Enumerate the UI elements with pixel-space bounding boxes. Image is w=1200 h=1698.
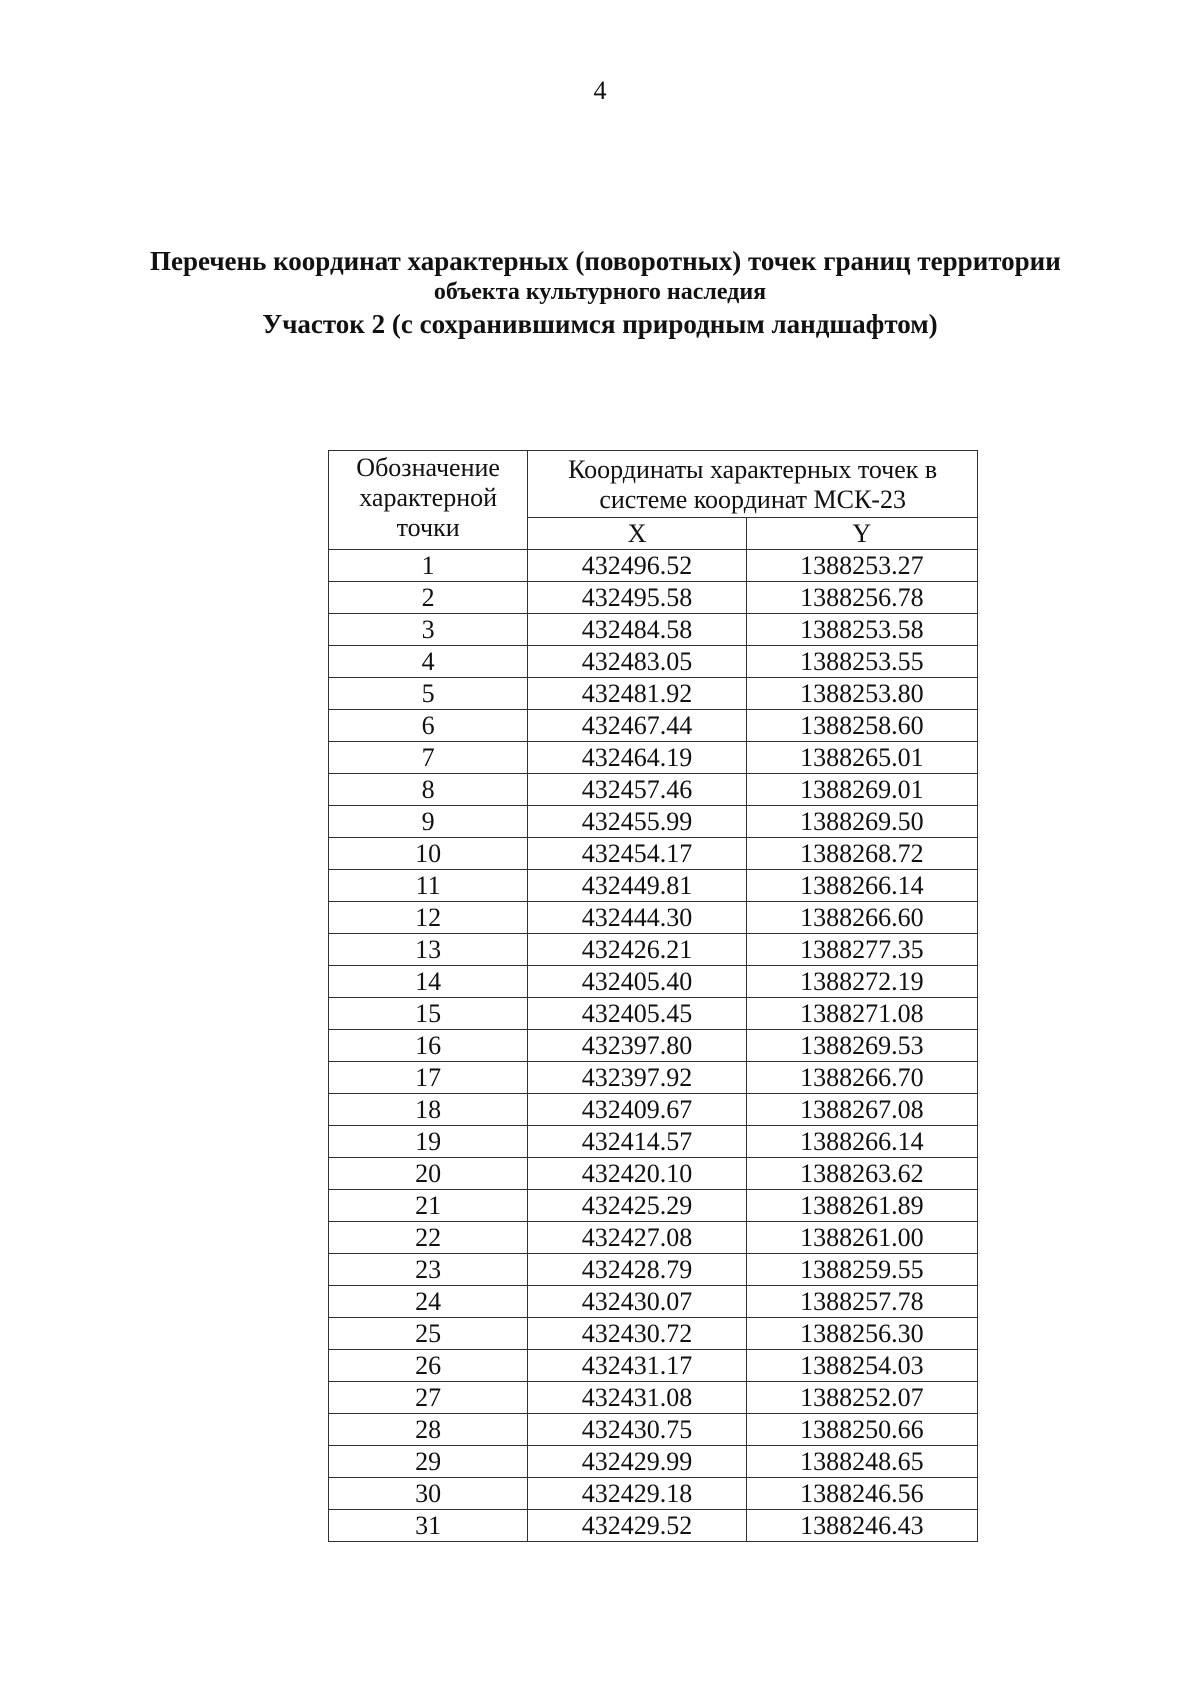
cell-x: 432467.44 (528, 710, 746, 742)
cell-x: 432409.67 (528, 1094, 746, 1126)
cell-y: 1388261.89 (746, 1190, 977, 1222)
cell-y: 1388267.08 (746, 1094, 977, 1126)
document-heading (150, 244, 1061, 342)
cell-y: 1388248.65 (746, 1446, 977, 1478)
table-row (329, 870, 978, 902)
cell-point-number: 27 (329, 1382, 528, 1414)
cell-point-number: 31 (329, 1510, 528, 1542)
cell-point-number: 20 (329, 1158, 528, 1190)
page-number: 4 (593, 76, 607, 105)
cell-x: 432454.17 (528, 838, 746, 870)
cell-x: 432414.57 (528, 1126, 746, 1158)
cell-point-number: 6 (329, 710, 528, 742)
table-row (329, 1318, 978, 1350)
table-row (329, 1478, 978, 1510)
cell-y: 1388269.53 (746, 1030, 977, 1062)
cell-y: 1388266.14 (746, 870, 977, 902)
cell-x: 432483.05 (528, 646, 746, 678)
cell-point-number: 4 (329, 646, 528, 678)
table-row (329, 582, 978, 614)
cell-y: 1388253.80 (746, 678, 977, 710)
table-row (329, 678, 978, 710)
cell-y: 1388253.55 (746, 646, 977, 678)
table-row (329, 1094, 978, 1126)
cell-point-number: 18 (329, 1094, 528, 1126)
cell-y: 1388266.70 (746, 1062, 977, 1094)
cell-point-number: 24 (329, 1286, 528, 1318)
cell-point-number: 29 (329, 1446, 528, 1478)
cell-point-number: 3 (329, 614, 528, 646)
table-row (329, 1350, 978, 1382)
cell-x: 432397.92 (528, 1062, 746, 1094)
cell-y: 1388259.55 (746, 1254, 977, 1286)
cell-point-number: 13 (329, 934, 528, 966)
table-row (329, 1254, 978, 1286)
table-row (329, 742, 978, 774)
cell-point-number: 5 (329, 678, 528, 710)
header-coordinates: Координаты характерных точек в системе координат МСК-23 (528, 451, 978, 518)
cell-x: 432429.52 (528, 1510, 746, 1542)
cell-point-number: 30 (329, 1478, 528, 1510)
cell-point-number: 11 (329, 870, 528, 902)
table-row (329, 774, 978, 806)
cell-point-number: 25 (329, 1318, 528, 1350)
cell-x: 432455.99 (528, 806, 746, 838)
heading-line-3: Участок 2 (с сохранившимся природным ландшафтом) (262, 309, 938, 339)
cell-y: 1388269.50 (746, 806, 977, 838)
cell-y: 1388266.60 (746, 902, 977, 934)
table-row (329, 1126, 978, 1158)
table-row (329, 998, 978, 1030)
cell-y: 1388246.43 (746, 1510, 977, 1542)
table-row (329, 1414, 978, 1446)
cell-point-number: 26 (329, 1350, 528, 1382)
cell-x: 432484.58 (528, 614, 746, 646)
cell-point-number: 10 (329, 838, 528, 870)
table-row (329, 1222, 978, 1254)
header-x: X (528, 518, 746, 550)
cell-point-number: 22 (329, 1222, 528, 1254)
table-header (329, 451, 978, 550)
table-row (329, 966, 978, 998)
table-row (329, 1158, 978, 1190)
cell-y: 1388272.19 (746, 966, 977, 998)
cell-point-number: 19 (329, 1126, 528, 1158)
cell-y: 1388253.27 (746, 550, 977, 582)
cell-x: 432430.75 (528, 1414, 746, 1446)
cell-x: 432405.45 (528, 998, 746, 1030)
cell-x: 432430.72 (528, 1318, 746, 1350)
table-row (329, 838, 978, 870)
cell-x: 432431.17 (528, 1350, 746, 1382)
table-row (329, 1190, 978, 1222)
cell-x: 432464.19 (528, 742, 746, 774)
cell-point-number: 15 (329, 998, 528, 1030)
cell-x: 432425.29 (528, 1190, 746, 1222)
cell-x: 432495.58 (528, 582, 746, 614)
table-row (329, 1030, 978, 1062)
cell-point-number: 2 (329, 582, 528, 614)
coordinates-table (328, 450, 978, 1542)
table-row (329, 1062, 978, 1094)
cell-point-number: 16 (329, 1030, 528, 1062)
cell-y: 1388252.07 (746, 1382, 977, 1414)
cell-y: 1388271.08 (746, 998, 977, 1030)
cell-point-number: 1 (329, 550, 528, 582)
cell-x: 432429.99 (528, 1446, 746, 1478)
cell-x: 432481.92 (528, 678, 746, 710)
cell-y: 1388263.62 (746, 1158, 977, 1190)
table-body (329, 550, 978, 1542)
table-row (329, 934, 978, 966)
table-row (329, 902, 978, 934)
table-row (329, 646, 978, 678)
cell-x: 432444.30 (528, 902, 746, 934)
cell-y: 1388265.01 (746, 742, 977, 774)
table-row (329, 806, 978, 838)
cell-x: 432428.79 (528, 1254, 746, 1286)
cell-point-number: 9 (329, 806, 528, 838)
cell-point-number: 23 (329, 1254, 528, 1286)
cell-x: 432397.80 (528, 1030, 746, 1062)
heading-line-1: Перечень координат характерных (поворотных) точек границ территории (150, 246, 1061, 276)
table-row (329, 1382, 978, 1414)
cell-point-number: 12 (329, 902, 528, 934)
cell-point-number: 21 (329, 1190, 528, 1222)
cell-y: 1388256.78 (746, 582, 977, 614)
cell-x: 432426.21 (528, 934, 746, 966)
cell-y: 1388258.60 (746, 710, 977, 742)
cell-y: 1388246.56 (746, 1478, 977, 1510)
table-row (329, 1286, 978, 1318)
table-row (329, 710, 978, 742)
cell-y: 1388277.35 (746, 934, 977, 966)
header-y: Y (746, 518, 977, 550)
cell-x: 432496.52 (528, 550, 746, 582)
cell-y: 1388256.30 (746, 1318, 977, 1350)
cell-x: 432449.81 (528, 870, 746, 902)
cell-x: 432457.46 (528, 774, 746, 806)
cell-y: 1388250.66 (746, 1414, 977, 1446)
cell-x: 432420.10 (528, 1158, 746, 1190)
cell-point-number: 17 (329, 1062, 528, 1094)
cell-point-number: 28 (329, 1414, 528, 1446)
cell-y: 1388261.00 (746, 1222, 977, 1254)
cell-point-number: 8 (329, 774, 528, 806)
cell-y: 1388257.78 (746, 1286, 977, 1318)
cell-x: 432405.40 (528, 966, 746, 998)
cell-x: 432429.18 (528, 1478, 746, 1510)
cell-point-number: 7 (329, 742, 528, 774)
header-point-designation: Обозначение характерной точки (329, 451, 528, 550)
heading-line-2: объекта культурного наследия (433, 279, 767, 305)
table-row (329, 1510, 978, 1542)
cell-y: 1388253.58 (746, 614, 977, 646)
cell-y: 1388266.14 (746, 1126, 977, 1158)
cell-point-number: 14 (329, 966, 528, 998)
table-row (329, 614, 978, 646)
table-row (329, 550, 978, 582)
cell-x: 432431.08 (528, 1382, 746, 1414)
cell-y: 1388268.72 (746, 838, 977, 870)
cell-y: 1388254.03 (746, 1350, 977, 1382)
cell-y: 1388269.01 (746, 774, 977, 806)
cell-x: 432427.08 (528, 1222, 746, 1254)
table-row (329, 1446, 978, 1478)
cell-x: 432430.07 (528, 1286, 746, 1318)
